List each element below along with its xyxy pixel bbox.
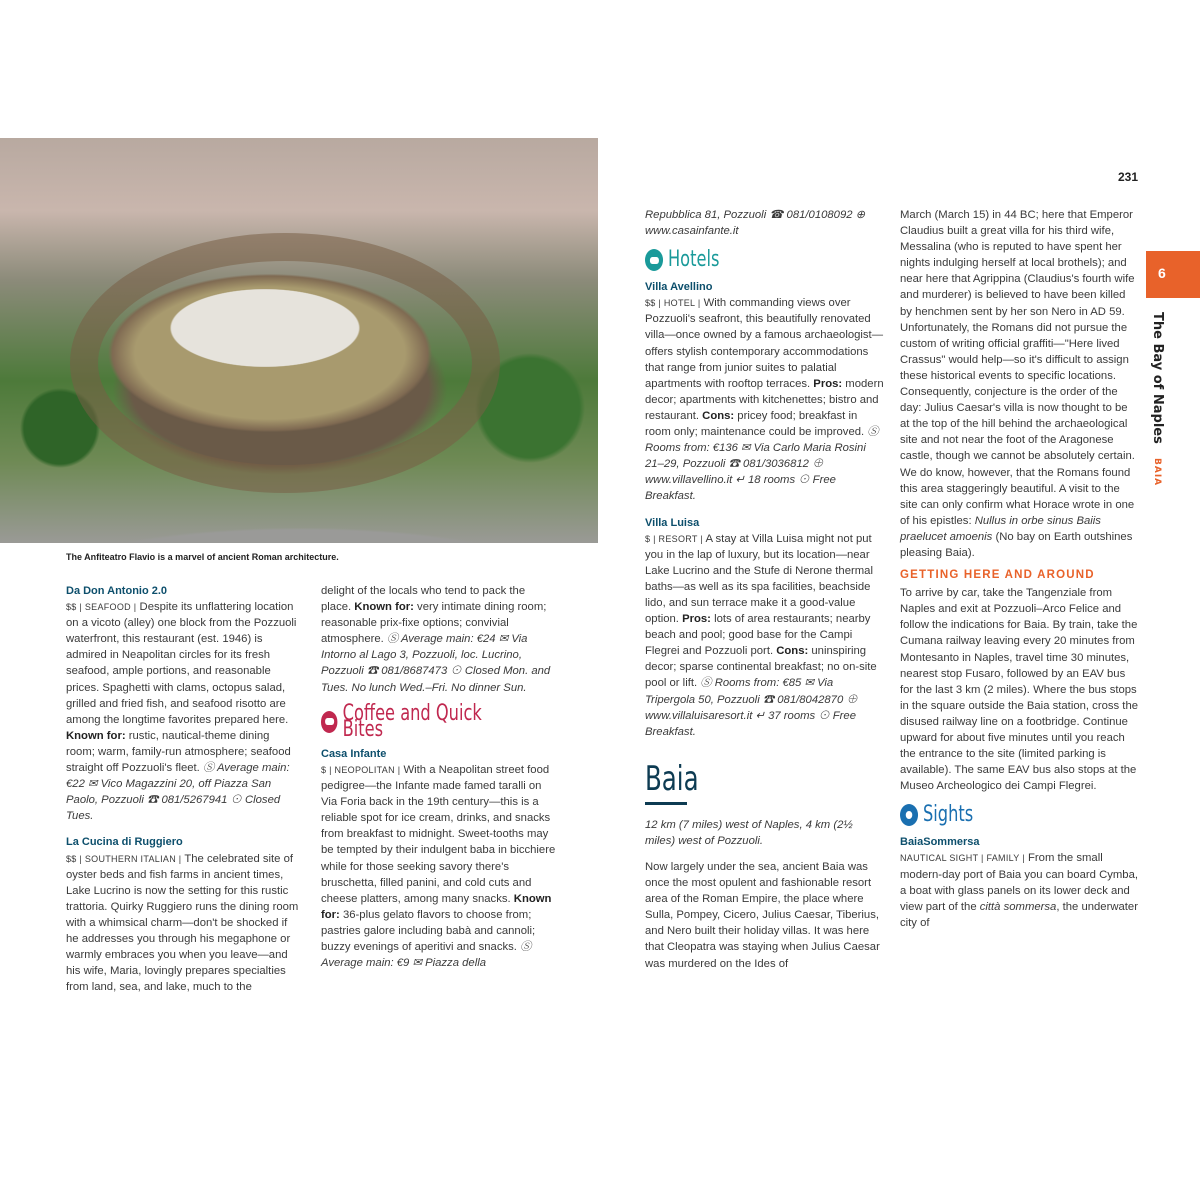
- entry-details-continued: Repubblica 81, Pozzuoli ☎ 081/0108092 ⊕ www.casainfante.it: [645, 209, 866, 238]
- chapter-running-head: [1150, 312, 1165, 487]
- getting-here-heading: GETTING HERE AND AROUND: [900, 569, 1095, 582]
- chapter-number: 6: [1158, 265, 1166, 281]
- section-heading-hotels: Hotels: [645, 249, 842, 271]
- entry-details: Ⓢ Average main: €9 ✉ Piazza della: [321, 940, 532, 970]
- entry-tags: $ | NEOPOLITAN |: [321, 764, 401, 775]
- entry-details: Ⓢ Average main: €24 ✉ Via Intorno al Lago 3, Pozzuoli, loc. Lucrino, Pozzuoli ☎ 081/8687473 ⊙ Closed Mon. and Tues. No lunch Wed.–Fri. No dinner Sun.: [321, 633, 551, 694]
- hotel-bed-icon: [645, 249, 663, 271]
- amphitheater-ring: [70, 233, 500, 493]
- eye-icon: [900, 804, 918, 826]
- restaurant-description: $$ | SOUTHERN ITALIAN | The celebrated site of oyster beds and fish farms in ancient times, Lake Lucrino is now the setting for this rustic trattoria. Quirky Ruggiero runs the dining room with a whimsical charm—don't be shocked if he addresses you through his megaphone or warmly embraces you when you leave—and his wife, Maria, lovingly prepares specialties from land, sea, and lake, much to the: [66, 852, 299, 994]
- entry-details: Ⓢ Rooms from: €136 ✉ Via Carlo Maria Rosini 21–29, Pozzuoli ☎ 081/3036812 ⊕ www.villavellino.it ↵ 18 rooms ⊙ Free Breakfast.: [645, 426, 879, 503]
- restaurant-name: Da Don Antonio 2.0: [66, 585, 168, 597]
- section-tab: BAIA: [1152, 458, 1162, 487]
- hotel-name: Villa Luisa: [645, 516, 700, 529]
- sight-name: BaiaSommersa: [900, 836, 980, 849]
- amphitheater-photo: [0, 138, 598, 543]
- restaurant-description: $$ | SEAFOOD | Despite its unflattering location on a vicoto (alley) one block from the Pozzuoli waterfront, this restaurant (est. 1946) is admired in Neapolitan circles for its fresh seafood, ample portions, and reasonable prices. Spaghetti with clams, octopus salad, grilled and fried fish, and seafood risotto are among the longtime favorites prepared here. Known for: rustic, nautical-theme dining room; warm, family-run atmosphere; seafood straight off Pozzuoli's fleet. Ⓢ Average main: €22 ✉ Vico Magazzini 20, off Piazza San Paolo, Pozzuoli ☎ 081/5267941 ⊙ Closed Tues.: [66, 601, 297, 823]
- entry-details: Ⓢ Average main: €22 ✉ Vico Magazzini 20, off Piazza San Paolo, Pozzuoli ☎ 081/5267941 ⊙ Closed Tues.: [66, 762, 290, 823]
- column-1: [66, 583, 301, 995]
- entry-tags: NAUTICAL SIGHT | FAMILY |: [900, 853, 1025, 864]
- entry-tags: $$ | SEAFOOD |: [66, 602, 137, 613]
- cafe-description: $ | NEOPOLITAN | With a Neapolitan street food pedigree—the Infante made famed taralli on Via Foria back in the 19th century—this is a reliable spot for ice cream, drinks, and snacks from breakfast to midnight. Sweet-tooths may be tempted by their indulgent baba in bicchiere while for those seeking savory there's bruschetta, filled panini, and cold cuts and cheese platters, among many snacks. Known for: 36-plus gelato flavors to choose from; pastries galore including babà and cannoli; buzzy evenings of aperitivi and snacks. Ⓢ Average main: €9 ✉ Piazza della: [321, 763, 556, 970]
- entry-tags: $$ | SOUTHERN ITALIAN |: [66, 853, 182, 864]
- section-heading-coffee: Coffee and Quick Bites: [321, 706, 514, 738]
- town-heading-rule: [645, 802, 687, 805]
- restaurant-name: La Cucina di Ruggiero: [66, 836, 183, 849]
- entry-tags: $ | RESORT |: [645, 533, 703, 544]
- town-distance: 12 km (7 miles) west of Naples, 4 km (2½ miles) west of Pozzuoli.: [645, 818, 853, 847]
- column-3: [645, 207, 885, 972]
- cafe-name: Casa Infante: [321, 747, 387, 760]
- latin-quote: Nullus in orbe sinus Baiis praelucet amoenis: [900, 514, 1101, 543]
- town-heading: Baia: [645, 758, 699, 799]
- coffee-icon: [321, 711, 338, 733]
- column-2: [321, 583, 556, 971]
- section-heading-sights: Sights: [900, 804, 1097, 826]
- sight-description: NAUTICAL SIGHT | FAMILY | From the small modern-day port of Baia you can board Cymba, a boat with glass panels on its lower deck and view part of the città sommersa, the underwater city of: [900, 852, 1138, 929]
- entry-details: Ⓢ Rooms from: €85 ✉ Via Tripergola 50, Pozzuoli ☎ 081/8042870 ⊕ www.villaluisaresort.it ↵ 37 rooms ⊙ Free Breakfast.: [645, 677, 858, 738]
- getting-here-body: To arrive by car, take the Tangenziale from Naples and exit at Pozzuoli–Arco Felice and follow the indications for Baia. By train, take the Cumana railway leaving every 20 minutes from Montesanto in Naples, travel time 30 minutes, nearest stop Fusaro, followed by an EAV bus for the last 3 km (2 miles). Where the bus stops in the square outside the Baia station, cross the disused railway line on a footbridge. Continue upward for about five minutes until you reach the entrance to the site (limited parking is available). The same EAV bus also stops at the Museo Archeologico dei Campi Flegrei.: [900, 587, 1139, 793]
- photo-caption: The Anfiteatro Flavio is a marvel of ancient Roman architecture.: [66, 552, 339, 562]
- column-4: [900, 207, 1140, 931]
- hotel-description: $$ | HOTEL | With commanding views over Pozzuoli's seafront, this beautifully renovated villa—once owned by a famous archaeologist—offers stylish contemporary accommodations that range from junior suites to palatial apartments with rooftop terraces. Pros: modern decor; apartments with kitchenettes; bistro and restaurant. Cons: pricey food; breakfast in room only; maintenance could be improved. Ⓢ Rooms from: €136 ✉ Via Carlo Maria Rosini 21–29, Pozzuoli ☎ 081/3036812 ⊕ www.villavellino.it ↵ 18 rooms ⊙ Free Breakfast.: [645, 297, 884, 503]
- entry-tags: $$ | HOTEL |: [645, 298, 701, 309]
- town-intro-continued: March (March 15) in 44 BC; here that Emperor Claudius built a great villa for his third wife, Messalina (who is reputed to have spent her nights indulging herself at local brothels); and near here that Agrippina (Claudius's fourth wife and murderer) is believed to have been killed by henchmen sent by her son Nero in AD 59. Unfortunately, the Romans did not pursue the custom of writing official graffiti—"Here lived Crassus" would help—so it's difficult to assign these historical events to specific locations. Consequently, conjecture is the order of the day: Julius Caesar's villa is now thought to be at the top of the hill behind the archaeological site and not near the foot of the Aragonese castle, though we cannot be absolutely certain. We do know, however, that the Romans found this area staggeringly beautiful. A visit to the site can only confirm what Horace wrote in one of his epistles: Nullus in orbe sinus Baiis praelucet amoenis (No bay on Earth outshines pleasing Baia).: [900, 209, 1135, 559]
- hotel-name: Villa Avellino: [645, 281, 713, 294]
- chapter-tab: [1146, 251, 1200, 298]
- page-number: 231: [1118, 170, 1139, 184]
- hotel-description: $ | RESORT | A stay at Villa Luisa might not put you in the lap of luxury, but its location—near Lake Lucrino and the Stufe di Nerone thermal baths—as well as its spa facilities, beachside lido, and sun terrace make it a good-value option. Pros: lots of area restaurants; nearby beach and pool; good base for the Campi Flegrei and Pozzuoli port. Cons: uninspiring decor; sparse continental breakfast; no on-site pool or lift. Ⓢ Rooms from: €85 ✉ Via Tripergola 50, Pozzuoli ☎ 081/8042870 ⊕ www.villaluisaresort.it ↵ 37 rooms ⊙ Free Breakfast.: [645, 532, 877, 738]
- town-intro: Now largely under the sea, ancient Baia was once the most opulent and fashionable resort area of the Roman Empire, the place where Sulla, Pompey, Cicero, Julius Caesar, Tiberius, and Nero built their holiday villas. It was here that Cleopatra was staying when Julius Caesar was murdered on the Ides of: [645, 861, 880, 970]
- chapter-title: The Bay of Naples: [1150, 312, 1165, 444]
- restaurant-description-continued: delight of the locals who tend to pack the place. Known for: very intimate dining room; reasonable prix-fixe options; convivial atmosphere. Ⓢ Average main: €24 ✉ Via Intorno al Lago 3, Pozzuoli, loc. Lucrino, Pozzuoli ☎ 081/8687473 ⊙ Closed Mon. and Tues. No lunch Wed.–Fri. No dinner Sun.: [321, 585, 551, 694]
